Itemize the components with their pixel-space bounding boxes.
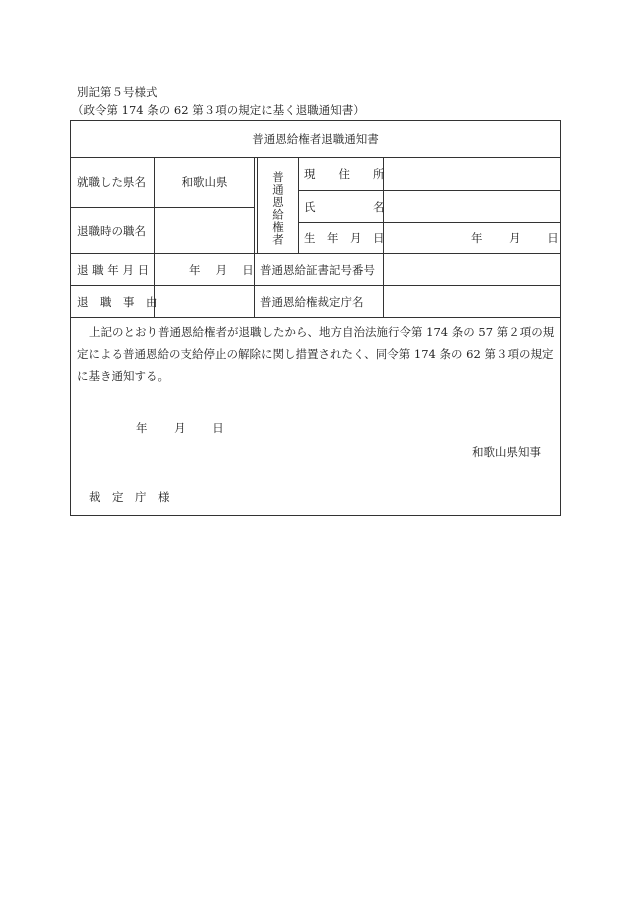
position-at-retirement-label: 退職時の職名	[77, 223, 146, 238]
notification-form	[70, 120, 561, 516]
body-line: に基き通知する。	[77, 369, 169, 383]
retirement-reason-value[interactable]	[155, 286, 254, 317]
awarding-agency-value[interactable]	[384, 286, 560, 317]
form-title: 普通恩給権者退職通知書	[252, 132, 379, 146]
form-basis-note: （政令第 174 条の 62 第３項の規定に基く退職通知書）	[72, 103, 365, 117]
body-line: 上記のとおり普通恩給権者が退職したから、地方自治法施行令第 174 条の 57 第２項の規	[89, 325, 555, 339]
sender-name: 和歌山県知事	[472, 445, 541, 459]
address-label: 現 住 所	[304, 166, 385, 181]
address-value[interactable]	[384, 157, 560, 190]
divider	[298, 157, 299, 253]
notification-date: 年 月 日	[136, 421, 224, 435]
employed-prefecture-label: 就職した県名	[77, 175, 146, 189]
certificate-number-value[interactable]	[384, 254, 560, 285]
certificate-number-label: 普通恩給証書記号番号	[260, 262, 375, 277]
retirement-date-value: 年 月 日	[189, 262, 254, 277]
retirement-date-label: 退 職 年 月 日	[77, 262, 150, 277]
birth-date-label: 生 年 月 日	[304, 231, 385, 245]
divider	[257, 157, 258, 253]
divider	[71, 317, 560, 318]
employed-prefecture-value: 和歌山県	[181, 175, 228, 189]
awarding-agency-label: 普通恩給権裁定庁名	[260, 294, 364, 309]
notification-body	[77, 321, 555, 387]
form-number-label: 別記第５号様式	[77, 85, 158, 99]
divider	[254, 157, 255, 317]
birth-date-value: 年 月 日	[471, 231, 559, 245]
name-value[interactable]	[384, 191, 560, 222]
retirement-reason-label: 退 職 事 由	[77, 294, 158, 309]
position-at-retirement-value[interactable]	[155, 208, 254, 253]
pensioner-group-label: 普通恩給権者	[271, 171, 285, 246]
name-label: 氏 名	[304, 199, 385, 214]
addressee: 裁 定 庁 様	[89, 490, 170, 504]
body-line: 定による普通恩給の支給停止の解除に関し措置されたく、同令第 174 条の 62 第３項の規定	[77, 347, 554, 361]
